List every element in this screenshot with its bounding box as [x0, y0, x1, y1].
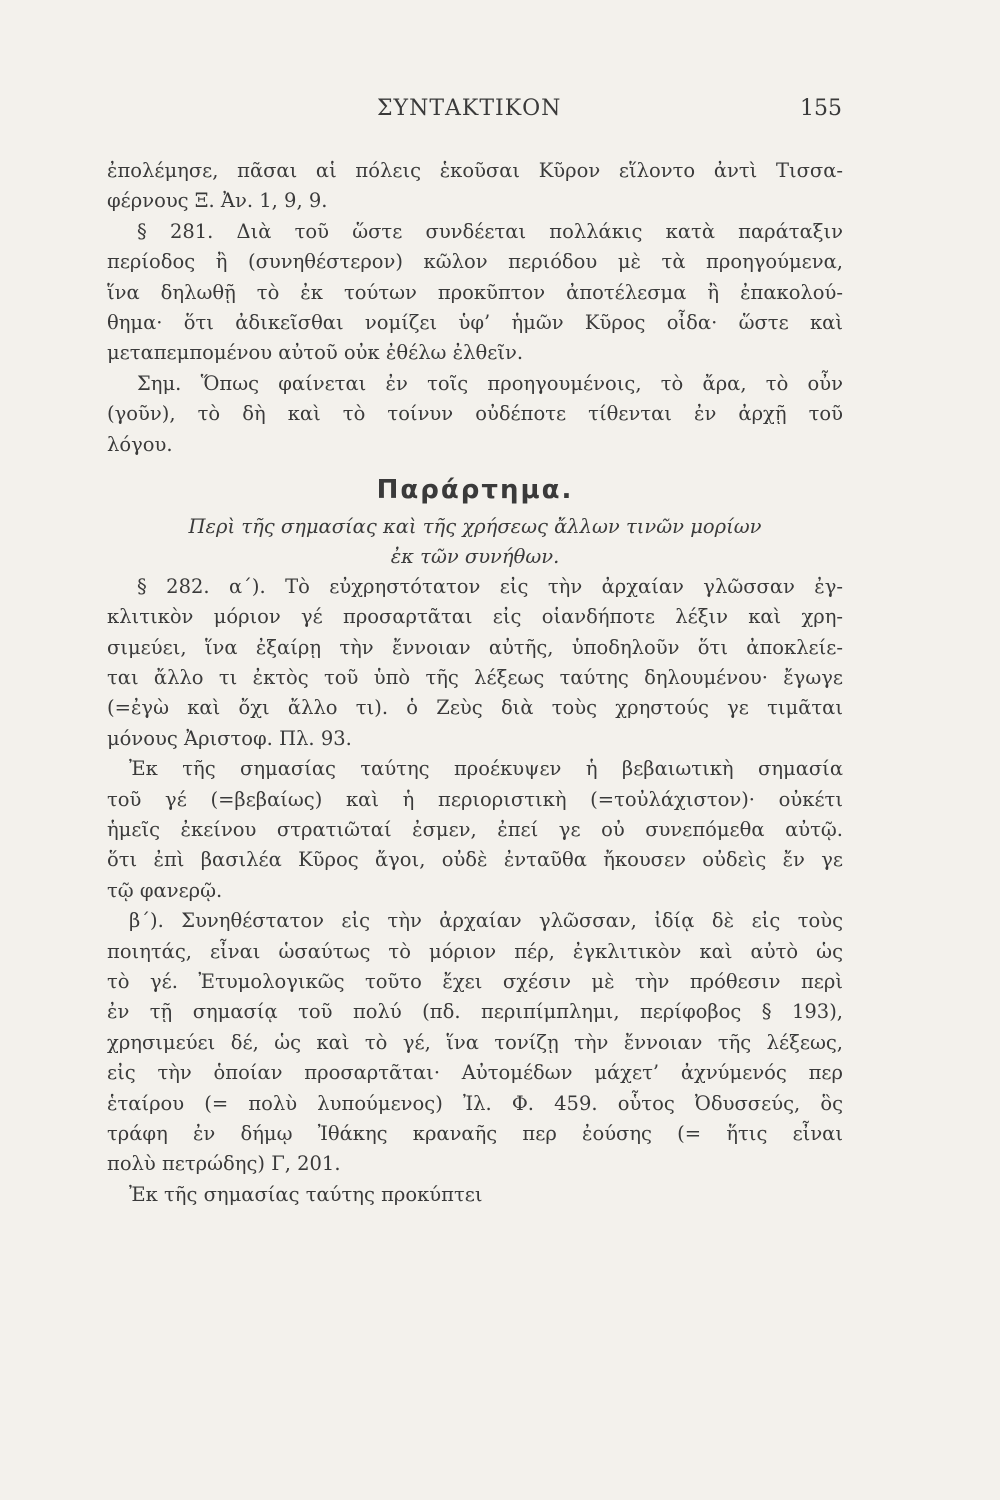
text-line: κλιτικὸν μόριον γέ προσαρτᾶται εἰς οἱανδήποτε λέξιν καὶ χρη- — [107, 605, 843, 629]
section-282-line: § 282. α΄). Τὸ εὐχρηστότατον εἰς τὴν ἀρχαίαν γλῶσσαν ἐγ- — [137, 574, 843, 598]
text-line: εἰς τὴν ὁποίαν προσαρτᾶται· Αὐτομέδων μάχετ’ ἀχνύμενός περ — [107, 1061, 843, 1085]
text-line: λόγου. — [107, 432, 173, 456]
body-text — [107, 156, 843, 1210]
page-number: 155 — [800, 96, 842, 121]
text-line: ποιητάς, εἶναι ὡσαύτως τὸ μόριον πέρ, ἐγκλιτικὸν καὶ αὐτὸ ὡς — [107, 939, 843, 963]
text-line: σιμεύει, ἵνα ἐξαίρῃ τὴν ἔννοιαν αὐτῆς, ὑποδηλοῦν ὅτι ἀποκλείε- — [107, 635, 843, 659]
text-line: μεταπεμπομένου αὐτοῦ οὐκ ἐθέλω ἐλθεῖν. — [107, 341, 524, 365]
appendix-subtitle-line: ἐκ τῶν συνήθων. — [390, 544, 560, 568]
section-281-line: § 281. Διὰ τοῦ ὥστε συνδέεται πολλάκις κατὰ παράταξιν — [137, 219, 843, 243]
text-line: περίοδος ἢ (συνηθέστερον) κῶλον περιόδου μὲ τὰ προηγούμενα, — [107, 250, 843, 274]
note-line: Σημ. Ὅπως φαίνεται ἐν τοῖς προηγουμένοις, τὸ ἄρα, τὸ οὖν — [137, 371, 843, 395]
text-line: θημα· ὅτι ἀδικεῖσθαι νομίζει ὑφ’ ἡμῶν Κῦρος οἶδα· ὥστε καὶ — [107, 310, 843, 334]
appendix-subtitle-line: Περὶ τῆς σημασίας καὶ τῆς χρήσεως ἄλλων τινῶν μορίων — [188, 514, 762, 538]
text-line: πολὺ πετρώδης) Γ, 201. — [107, 1152, 341, 1176]
text-line: ἡμεῖς ἐκείνου στρατιῶταί ἐσμεν, ἐπεί γε οὐ συνεπόμεθα αὐτῷ. — [107, 818, 843, 842]
text-line: ται ἄλλο τι ἐκτὸς τοῦ ὑπὸ τῆς λέξεως ταύτης δηλουμένου· ἔγωγε — [107, 666, 843, 690]
page-title: ΣΥΝΤΑΚΤΙΚΟΝ — [377, 96, 562, 121]
running-header — [107, 96, 842, 136]
text-line: ἑταίρου (= πολὺ λυπούμενος) Ἰλ. Φ. 459. οὗτος Ὀδυσσεύς, ὃς — [107, 1091, 843, 1115]
text-line: φέρνους Ξ. Ἀν. 1, 9, 9. — [107, 189, 328, 213]
text-line: τοῦ γέ (=βεβαίως) καὶ ἡ περιοριστικὴ (=τοὐλάχιστον)· οὐκέτι — [107, 787, 843, 811]
text-line: ἐν τῇ σημασίᾳ τοῦ πολύ (πδ. περιπίμπλημι, περίφοβος § 193), — [107, 1000, 843, 1024]
text-line: ὅτι ἐπὶ βασιλέα Κῦρος ἄγοι, οὐδὲ ἐνταῦθα ἤκουσεν οὐδεὶς ἔν γε — [107, 848, 843, 872]
text-line: β΄). Συνηθέστατον εἰς τὴν ἀρχαίαν γλῶσσαν, ἰδίᾳ δὲ εἰς τοὺς — [129, 909, 843, 933]
text-line: Ἐκ τῆς σημασίας ταύτης προκύπτει — [129, 1182, 483, 1206]
text-line: Ἐκ τῆς σημασίας ταύτης προέκυψεν ἡ βεβαιωτικὴ σημασία — [129, 757, 843, 781]
text-line: μόνους Ἀριστοφ. Πλ. 93. — [107, 726, 352, 750]
appendix-heading: Παράρτημα. — [376, 474, 574, 505]
text-line: (γοῦν), τὸ δὴ καὶ τὸ τοίνυν οὐδέποτε τίθενται ἐν ἀρχῇ τοῦ — [107, 402, 843, 426]
text-line: ἵνα δηλωθῇ τὸ ἐκ τούτων προκῦπτον ἀποτέλεσμα ἢ ἐπακολού- — [107, 280, 843, 304]
text-line: χρησιμεύει δέ, ὡς καὶ τὸ γέ, ἵνα τονίζῃ τὴν ἔννοιαν τῆς λέξεως, — [107, 1030, 843, 1054]
text-line: τράφη ἐν δήμῳ Ἰθάκης κραναῆς περ ἐούσης (= ἥτις εἶναι — [107, 1121, 843, 1145]
text-line: τὸ γέ. Ἐτυμολογικῶς τοῦτο ἔχει σχέσιν μὲ τὴν πρόθεσιν περὶ — [107, 969, 843, 993]
text-line: τῷ φανερῷ. — [107, 878, 223, 902]
text-line: ἐπολέμησε, πᾶσαι αἱ πόλεις ἑκοῦσαι Κῦρον εἵλοντο ἀντὶ Τισσα- — [107, 159, 843, 182]
text-line: (=ἐγὼ καὶ ὄχι ἄλλο τι). ὁ Ζεὺς διὰ τοὺς χρηστούς γε τιμᾶται — [107, 696, 843, 720]
